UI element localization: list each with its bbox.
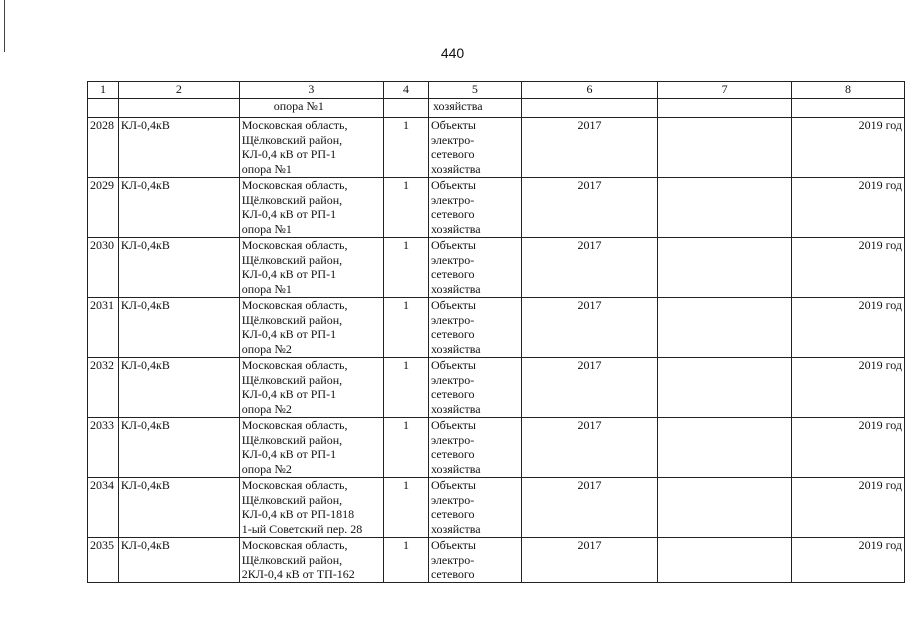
cell-name: КЛ-0,4кВ bbox=[118, 178, 239, 238]
table-row bbox=[88, 118, 905, 178]
cell-purpose-line: сетевого bbox=[430, 327, 475, 342]
cell-name bbox=[118, 99, 239, 118]
cell-address-line: Московская область, bbox=[241, 418, 348, 432]
cell-purpose-line: сетевого bbox=[430, 507, 475, 522]
header-cell: 6 bbox=[521, 82, 657, 99]
cell-address-line: Щёлковский район, bbox=[241, 312, 343, 327]
cell-address-line: КЛ-0,4 кВ от РП-1 bbox=[241, 147, 337, 162]
cell-purpose-line: электро- bbox=[430, 252, 475, 267]
cell-qty bbox=[384, 99, 429, 118]
cell-purpose bbox=[428, 238, 521, 298]
cell-purpose-line: сетевого bbox=[430, 147, 475, 162]
cell-term bbox=[792, 99, 905, 118]
cell-qty: 1 bbox=[384, 418, 429, 478]
cell-year: 2017 bbox=[521, 178, 657, 238]
cell-name: КЛ-0,4кВ bbox=[118, 238, 239, 298]
cell-term: 2019 год bbox=[792, 538, 905, 583]
header-cell: 1 bbox=[88, 82, 119, 99]
cell-year: 2017 bbox=[521, 118, 657, 178]
cell-address bbox=[239, 478, 383, 538]
cell-address-line: КЛ-0,4 кВ от РП-1818 bbox=[241, 507, 355, 522]
cell-name: КЛ-0,4кВ bbox=[118, 358, 239, 418]
cell-address-line: Щёлковский район, bbox=[241, 552, 343, 567]
cell-qty: 1 bbox=[384, 118, 429, 178]
cell-purpose-line: хозяйства bbox=[430, 461, 481, 476]
cell-term: 2019 год bbox=[792, 118, 905, 178]
cell-purpose-line: Объекты bbox=[430, 178, 476, 192]
cell-purpose: хозяйства bbox=[428, 99, 521, 118]
header-cell: 8 bbox=[792, 82, 905, 99]
cell-name: КЛ-0,4кВ bbox=[118, 118, 239, 178]
cell-qty: 1 bbox=[384, 478, 429, 538]
cell-col7 bbox=[658, 538, 792, 583]
cell-num: 2032 bbox=[88, 358, 119, 418]
cell-address-line: КЛ-0,4 кВ от РП-1 bbox=[241, 207, 337, 222]
table-row bbox=[88, 478, 905, 538]
cell-name: КЛ-0,4кВ bbox=[118, 478, 239, 538]
cell-address bbox=[239, 418, 383, 478]
cell-purpose-line: электро- bbox=[430, 492, 475, 507]
cell-purpose-line: электро- bbox=[430, 132, 475, 147]
cell-address bbox=[239, 238, 383, 298]
cell-address-line: 1-ый Советский пер. 28 bbox=[241, 521, 363, 536]
header-cell: 2 bbox=[118, 82, 239, 99]
cell-address-line: Московская область, bbox=[241, 178, 348, 192]
table-row bbox=[88, 358, 905, 418]
header-cell: 7 bbox=[658, 82, 792, 99]
cell-purpose-line: Объекты bbox=[430, 118, 476, 132]
cell-address-line: Щёлковский район, bbox=[241, 372, 343, 387]
cell-year: 2017 bbox=[521, 418, 657, 478]
cell-col7 bbox=[658, 99, 792, 118]
cell-year: 2017 bbox=[521, 358, 657, 418]
cell-address-line: опора №2 bbox=[241, 401, 292, 416]
header-cell: 5 bbox=[428, 82, 521, 99]
cell-term: 2019 год bbox=[792, 298, 905, 358]
cell-purpose-line: сетевого bbox=[430, 387, 475, 402]
cell-address-line: опора №1 bbox=[241, 281, 292, 296]
cell-address-line: опора №2 bbox=[241, 461, 292, 476]
cell-purpose-line: сетевого bbox=[430, 267, 475, 282]
cell-purpose bbox=[428, 478, 521, 538]
cell-address-line: КЛ-0,4 кВ от РП-1 bbox=[241, 447, 337, 462]
cell-address-line: Московская область, bbox=[241, 118, 348, 132]
cell-purpose bbox=[428, 358, 521, 418]
cell-name: КЛ-0,4кВ bbox=[118, 298, 239, 358]
table-row bbox=[88, 178, 905, 238]
cell-purpose bbox=[428, 298, 521, 358]
cell-num: 2034 bbox=[88, 478, 119, 538]
header-cell: 3 bbox=[239, 82, 383, 99]
cell-num: 2028 bbox=[88, 118, 119, 178]
cell-purpose-line: Объекты bbox=[430, 298, 476, 312]
cell-term: 2019 год bbox=[792, 358, 905, 418]
cell-address-line: Щёлковский район, bbox=[241, 132, 343, 147]
cell-address bbox=[239, 538, 383, 583]
cell-purpose-line: хозяйства bbox=[430, 161, 481, 176]
cell-address-line: Щёлковский район, bbox=[241, 492, 343, 507]
cell-address-line: Московская область, bbox=[241, 238, 348, 252]
cell-address-line: Щёлковский район, bbox=[241, 432, 343, 447]
cell-address-line: опора №1 bbox=[241, 221, 292, 236]
cell-term: 2019 год bbox=[792, 478, 905, 538]
cell-purpose-line: электро- bbox=[430, 372, 475, 387]
cell-col7 bbox=[658, 178, 792, 238]
cell-address-line: КЛ-0,4 кВ от РП-1 bbox=[241, 387, 337, 402]
cell-address-line: 2КЛ-0,4 кВ от ТП-162 bbox=[241, 567, 355, 582]
cell-purpose-line: Объекты bbox=[430, 538, 476, 552]
cell-address-line: опора №1 bbox=[241, 161, 292, 176]
cell-address-line: КЛ-0,4 кВ от РП-1 bbox=[241, 327, 337, 342]
cell-address bbox=[239, 178, 383, 238]
cell-col7 bbox=[658, 238, 792, 298]
cell-col7 bbox=[658, 418, 792, 478]
cell-year: 2017 bbox=[521, 538, 657, 583]
cell-address-line: Московская область, bbox=[241, 538, 348, 552]
cell-purpose-line: хозяйства bbox=[430, 341, 481, 356]
cell-purpose-line: сетевого bbox=[430, 447, 475, 462]
cell-year: 2017 bbox=[521, 298, 657, 358]
cell-qty: 1 bbox=[384, 538, 429, 583]
cell-address-line: опора №2 bbox=[241, 341, 292, 356]
cell-num bbox=[88, 99, 119, 118]
cell-col7 bbox=[658, 478, 792, 538]
cell-qty: 1 bbox=[384, 178, 429, 238]
cell-year bbox=[521, 99, 657, 118]
cell-term: 2019 год bbox=[792, 418, 905, 478]
table-row bbox=[88, 298, 905, 358]
cell-term: 2019 год bbox=[792, 178, 905, 238]
cell-num: 2030 bbox=[88, 238, 119, 298]
cell-address bbox=[239, 358, 383, 418]
cell-num: 2035 bbox=[88, 538, 119, 583]
cell-purpose-line: хозяйства bbox=[430, 401, 481, 416]
table-row bbox=[88, 418, 905, 478]
cell-qty: 1 bbox=[384, 298, 429, 358]
cell-address-line: Московская область, bbox=[241, 478, 348, 492]
cell-purpose-line: электро- bbox=[430, 312, 475, 327]
cell-col7 bbox=[658, 358, 792, 418]
cell-purpose-line: хозяйства bbox=[430, 521, 481, 536]
cell-term: 2019 год bbox=[792, 238, 905, 298]
table-row bbox=[88, 238, 905, 298]
cell-num: 2033 bbox=[88, 418, 119, 478]
cell-qty: 1 bbox=[384, 238, 429, 298]
cell-address bbox=[239, 118, 383, 178]
cell-num: 2029 bbox=[88, 178, 119, 238]
cell-qty: 1 bbox=[384, 358, 429, 418]
page-number: 440 bbox=[440, 45, 465, 61]
header-cell: 4 bbox=[384, 82, 429, 99]
cell-name: КЛ-0,4кВ bbox=[118, 418, 239, 478]
cell-year: 2017 bbox=[521, 478, 657, 538]
cell-address bbox=[239, 298, 383, 358]
cell-address-line: Московская область, bbox=[241, 358, 348, 372]
cell-num: 2031 bbox=[88, 298, 119, 358]
cell-name: КЛ-0,4кВ bbox=[118, 538, 239, 583]
cell-purpose-line: электро- bbox=[430, 552, 475, 567]
table-row bbox=[88, 538, 905, 583]
cell-purpose bbox=[428, 538, 521, 583]
cell-purpose-line: электро- bbox=[430, 432, 475, 447]
cell-year: 2017 bbox=[521, 238, 657, 298]
cell-purpose-line: Объекты bbox=[430, 358, 476, 372]
header-row bbox=[88, 82, 905, 99]
cell-address-line: Московская область, bbox=[241, 298, 348, 312]
cell-purpose bbox=[428, 418, 521, 478]
cell-purpose-line: хозяйства bbox=[430, 221, 481, 236]
cell-purpose-line: хозяйства bbox=[430, 281, 481, 296]
cell-purpose-line: Объекты bbox=[430, 478, 476, 492]
cell-purpose bbox=[428, 178, 521, 238]
cell-purpose-line: электро- bbox=[430, 192, 475, 207]
cell-address-line: Щёлковский район, bbox=[241, 192, 343, 207]
cell-purpose-line: сетевого bbox=[430, 567, 475, 582]
cell-col7 bbox=[658, 298, 792, 358]
cell-address-line: КЛ-0,4 кВ от РП-1 bbox=[241, 267, 337, 282]
cell-purpose-line: Объекты bbox=[430, 238, 476, 252]
cell-purpose-line: сетевого bbox=[430, 207, 475, 222]
registry-table bbox=[87, 81, 905, 583]
cell-purpose-line: Объекты bbox=[430, 418, 476, 432]
cell-address-line: Щёлковский район, bbox=[241, 252, 343, 267]
cell-col7 bbox=[658, 118, 792, 178]
continuation-row bbox=[88, 99, 905, 118]
cell-address: опора №1 bbox=[239, 99, 383, 118]
cell-purpose bbox=[428, 118, 521, 178]
